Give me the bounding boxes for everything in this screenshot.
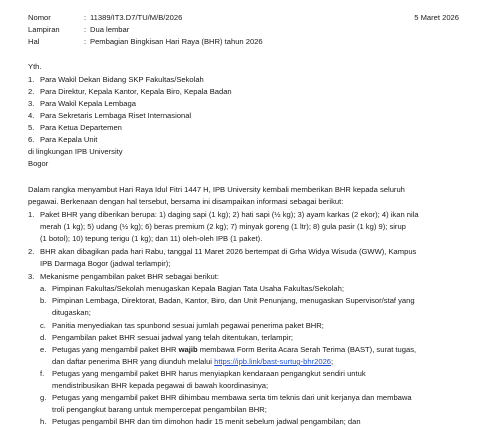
sub-item-text: Pimpinan Fakultas/Sekolah menugaskan Kepala Bagian Tata Usaha Fakultas/Sekolah; [52, 284, 344, 293]
bast-download-link[interactable]: https://ipb.link/bast-surtug-bhr2026 [214, 357, 332, 366]
sub-item-text [52, 357, 333, 367]
sub-item-label: f. [40, 369, 45, 378]
point-1-line: Paket BHR yang diberikan berupa: 1) daging sapi (1 kg); 2) hati sapi (½ kg); 3) ayam karkas (2 ekor); 4) ikan nila [40, 210, 419, 219]
sub-item-label: b. [40, 296, 47, 305]
recipient-text: Para Wakil Kepala Lembaga [40, 99, 136, 108]
nomor-colon: : [84, 13, 87, 22]
sub-e-bold-word: wajib [178, 345, 198, 354]
recipient-location: di lingkungan IPB University [28, 147, 123, 156]
sub-item-text: Petugas yang mengambil paket BHR harus menyiapkan kendaraan pengangkut sendiri untuk [52, 369, 366, 378]
sub-item-text: Panitia menyediakan tas spunbond sesuai jumlah pegawai penerima paket BHR; [52, 321, 324, 330]
recipient-text: Para Kepala Unit [40, 135, 98, 144]
point-1-line: (1 botol); 10) tepung terigu (1 kg); dan 11) oleh-oleh IPB (1 paket). [40, 234, 263, 243]
sub-item-text: Petugas pengambil BHR dan tim dimohon hadir 15 menit sebelum jadwal pengambilan; dan [52, 417, 361, 426]
sub-item-text: Pengambilan paket BHR sesuai jadwal yang telah ditentukan, terlampir; [52, 333, 294, 342]
sub-e-text-pre: Petugas yang mengambil paket BHR [52, 345, 179, 354]
sub-item-text: troli pengangkut barang untuk mempercepat pengambilan BHR; [52, 405, 267, 414]
recipient-text: Para Ketua Departemen [40, 123, 122, 132]
intro-line: pegawai. Berkenaan dengan hal tersebut, bersama ini disampaikan informasi sebagai berikut: [28, 197, 344, 206]
sub-e-text-post: membawa Form Berita Acara Serah Terima (BAST), surat tugas, [197, 345, 417, 354]
recipient-num: 5. [28, 123, 35, 132]
lampiran-colon: : [84, 25, 87, 34]
nomor-label: Nomor [28, 13, 51, 22]
recipient-num: 4. [28, 111, 35, 120]
sub-item-label: e. [40, 345, 47, 354]
sub-item-text [52, 345, 416, 355]
sub-item-label: c. [40, 321, 46, 330]
lampiran-value: Dua lembar [90, 25, 130, 34]
intro-line: Dalam rangka menyambut Hari Raya Idul Fitri 1447 H, IPB University kembali memberikan BHR kepada seluruh [28, 185, 405, 194]
recipient-text: Para Sekretaris Lembaga Riset Internasional [40, 111, 192, 120]
greeting: Yth. [28, 62, 42, 71]
point-3-line: Mekanisme pengambilan paket BHR sebagai berikut: [40, 272, 219, 281]
sub-item-label: g. [40, 393, 47, 402]
sub-e-text-pre: dan daftar penerima BHR yang diunduh melalui [52, 357, 215, 366]
sub-item-label: h. [40, 417, 47, 426]
recipient-num: 3. [28, 99, 35, 108]
lampiran-label: Lampiran [28, 25, 60, 34]
sub-item-text: mendistribusikan BHR kepada pegawai di bawah koordinasinya; [52, 381, 269, 390]
recipient-num: 2. [28, 87, 35, 96]
point-2-line: IPB Darmaga Bogor (jadwal terlampir); [40, 259, 171, 268]
sub-e-text-post: ; [331, 357, 334, 366]
letter-date: 5 Maret 2026 [414, 13, 459, 22]
point-1-line: merah (1 kg); 5) udang (½ kg); 6) beras premium (2 kg); 7) minyak goreng (1 ltr); 8) gula pasir (1 kg) 9); sirup [40, 222, 406, 231]
point-2-line: BHR akan dibagikan pada hari Rabu, tanggal 11 Maret 2026 bertempat di Grha Widya Wisuda (GWW), Kampus [40, 247, 417, 256]
recipient-num: 6. [28, 135, 35, 144]
sub-item-text: ditugaskan; [52, 308, 91, 317]
recipient-text: Para Wakil Dekan Bidang SKP Fakultas/Sekolah [40, 75, 204, 84]
point-number: 3. [28, 272, 35, 281]
sub-item-label: a. [40, 284, 47, 293]
nomor-value: 11389/IT3.D7/TU/M/B/2026 [90, 13, 183, 22]
hal-value: Pembagian Bingkisan Hari Raya (BHR) tahun 2026 [90, 37, 263, 46]
recipient-city: Bogor [28, 159, 49, 168]
recipient-num: 1. [28, 75, 35, 84]
sub-item-text: Pimpinan Lembaga, Direktorat, Badan, Kantor, Biro, dan Unit Penunjang, menugaskan Supervisor/staf yang [52, 296, 415, 305]
recipient-text: Para Direktur, Kepala Kantor, Kepala Biro, Kepala Badan [40, 87, 232, 96]
hal-label: Hal [28, 37, 40, 46]
point-number: 1. [28, 210, 35, 219]
point-number: 2. [28, 247, 35, 256]
hal-colon: : [84, 37, 87, 46]
sub-item-text: Petugas yang mengambil paket BHR dihimbau membawa serta tim teknis dari unit kerjanya dan membawa [52, 393, 412, 402]
sub-item-label: d. [40, 333, 47, 342]
